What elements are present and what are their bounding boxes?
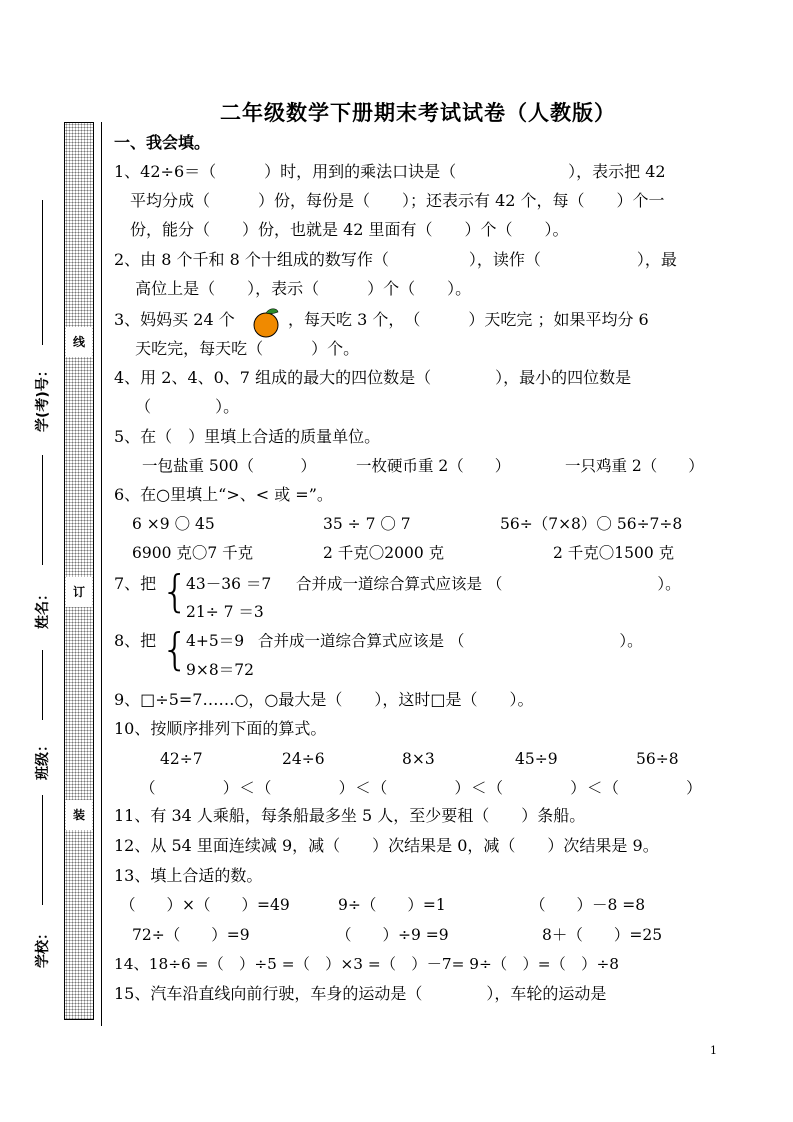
q14-line: 14、18÷6 =（ ）÷5 =（ ）×3 =（ ）－7= 9÷（ ）=（ ）÷8 bbox=[114, 955, 619, 973]
binding-char-ding: 订 bbox=[66, 577, 92, 607]
school-line[interactable] bbox=[42, 795, 43, 905]
q8-prefix: 8、把 bbox=[114, 631, 157, 650]
q6-line1: 6、在○里填上“>、< 或 =”。 bbox=[114, 485, 333, 504]
q8-equation-2: 9×8＝72 bbox=[186, 661, 254, 679]
orange-fruit bbox=[254, 313, 278, 337]
q6-compare-a: 6 ×9 〇 45 bbox=[132, 515, 215, 533]
q12-line: 12、从 54 里面连续减 9，减（ ）次结果是 0，减（ ）次结果是 9。 bbox=[114, 836, 659, 855]
name-line[interactable] bbox=[42, 455, 43, 565]
q7-prefix: 7、把 bbox=[114, 574, 157, 593]
binding-line bbox=[101, 122, 102, 1026]
q6-compare-e: 2 千克〇2000 克 bbox=[323, 544, 445, 562]
q7-text: 合并成一道综合算式应该是 （ ）。 bbox=[296, 575, 681, 593]
q13-blank-a: （ ）×（ ）=49 bbox=[120, 896, 290, 914]
school-label: 学校： bbox=[35, 926, 51, 968]
q10-expr: 42÷7 bbox=[160, 750, 203, 768]
q4-line2: （ ）。 bbox=[114, 397, 240, 416]
binding-char-zhuang: 装 bbox=[66, 800, 92, 830]
q10-order: （ ）＜（ ）＜（ ）＜（ ）＜（ ） bbox=[140, 779, 703, 797]
q8-text: 合并成一道综合算式应该是 （ ）。 bbox=[258, 632, 643, 650]
orange-icon bbox=[250, 306, 284, 338]
q7-equation-2: 21÷ 7 ＝3 bbox=[186, 603, 264, 621]
binding-char-xian: 线 bbox=[66, 327, 92, 357]
q5-item-coin: 一枚硬币重 2（ ） bbox=[356, 457, 511, 475]
q3-line1-end: ，每天吃 3 个， （ ）天吃完 ；如果平均分 6 bbox=[288, 310, 649, 329]
q13-blank-c: （ ）－8 =8 bbox=[530, 896, 646, 914]
q3-line2: 天吃完，每天吃（ ）个。 bbox=[114, 339, 360, 358]
name-label: 姓名： bbox=[35, 587, 51, 629]
q7-brace: { bbox=[161, 566, 189, 617]
q10-expr: 24÷6 bbox=[282, 750, 325, 768]
q10-line1: 10、按顺序排列下面的算式。 bbox=[114, 719, 327, 738]
q6-compare-d: 6900 克〇7 千克 bbox=[132, 544, 254, 562]
q5-line1: 5、在（ ）里填上合适的质量单位。 bbox=[114, 427, 381, 446]
q13-blank-e: （ ）÷9 =9 bbox=[336, 926, 449, 944]
q8-equation-1: 4+5＝9 bbox=[186, 632, 245, 650]
q10-expr: 56÷8 bbox=[636, 750, 679, 768]
q8-brace: { bbox=[161, 624, 189, 675]
q4-line1: 4、用 2、4、0、7 组成的最大的四位数是（ ），最小的四位数是 bbox=[114, 368, 632, 387]
q1-line1: 1、42÷6＝（ ）时，用到的乘法口诀是（ ），表示把 42 bbox=[114, 162, 666, 181]
q2-line2: 高位上是（ ），表示（ ）个（ ）。 bbox=[114, 279, 472, 298]
q1-line2: 平均分成（ ）份，每份是（ ）；还表示有 42 个，每（ ）个一 bbox=[114, 191, 665, 210]
q3-line1-start: 3、妈妈买 24 个 bbox=[114, 310, 235, 329]
q6-compare-f: 2 千克〇1500 克 bbox=[553, 544, 675, 562]
q1-line3: 份，能分（ ）份，也就是 42 里面有（ ）个（ ）。 bbox=[114, 220, 569, 239]
q10-expr: 45÷9 bbox=[515, 750, 558, 768]
q13-blank-f: 8＋（ ）=25 bbox=[542, 926, 663, 944]
student-id-label: 学(考)号： bbox=[35, 363, 51, 432]
q5-item-chicken: 一只鸡重 2（ ） bbox=[565, 457, 704, 475]
q10-expr: 8×3 bbox=[402, 750, 435, 768]
q11-line: 11、有 34 人乘船，每条船最多坐 5 人，至少要租（ ）条船。 bbox=[114, 806, 586, 825]
student-id-line[interactable] bbox=[42, 200, 43, 345]
q13-blank-b: 9÷（ ）=1 bbox=[338, 896, 446, 914]
q13-blank-d: 72÷（ ）=9 bbox=[132, 926, 250, 944]
page-number: 1 bbox=[710, 1044, 717, 1057]
orange-leaf bbox=[266, 309, 278, 314]
class-line[interactable] bbox=[42, 650, 43, 720]
q15-line: 15、汽车沿直线向前行驶，车身的运动是（ ），车轮的运动是 bbox=[114, 984, 607, 1003]
class-label: 班级： bbox=[35, 738, 51, 780]
q6-compare-c: 56÷（7×8）〇 56÷7÷8 bbox=[500, 515, 683, 533]
q5-item-salt: 一包盐重 500（ ） bbox=[142, 457, 317, 475]
exam-title: 二年级数学下册期末考试试卷（人教版） bbox=[220, 101, 616, 125]
binding-stripe bbox=[64, 122, 94, 1020]
q6-compare-b: 35 ÷ 7 〇 7 bbox=[323, 515, 411, 533]
q2-line1: 2、由 8 个千和 8 个十组成的数写作（ ），读作（ ），最 bbox=[114, 250, 677, 269]
q13-line1: 13、填上合适的数。 bbox=[114, 866, 263, 885]
section-heading: 一、我会填。 bbox=[114, 133, 211, 152]
q7-equation-1: 43－36 ＝7 bbox=[186, 575, 272, 593]
q9-line: 9、□÷5=7……○，○最大是（ ），这时□是（ ）。 bbox=[114, 690, 534, 709]
